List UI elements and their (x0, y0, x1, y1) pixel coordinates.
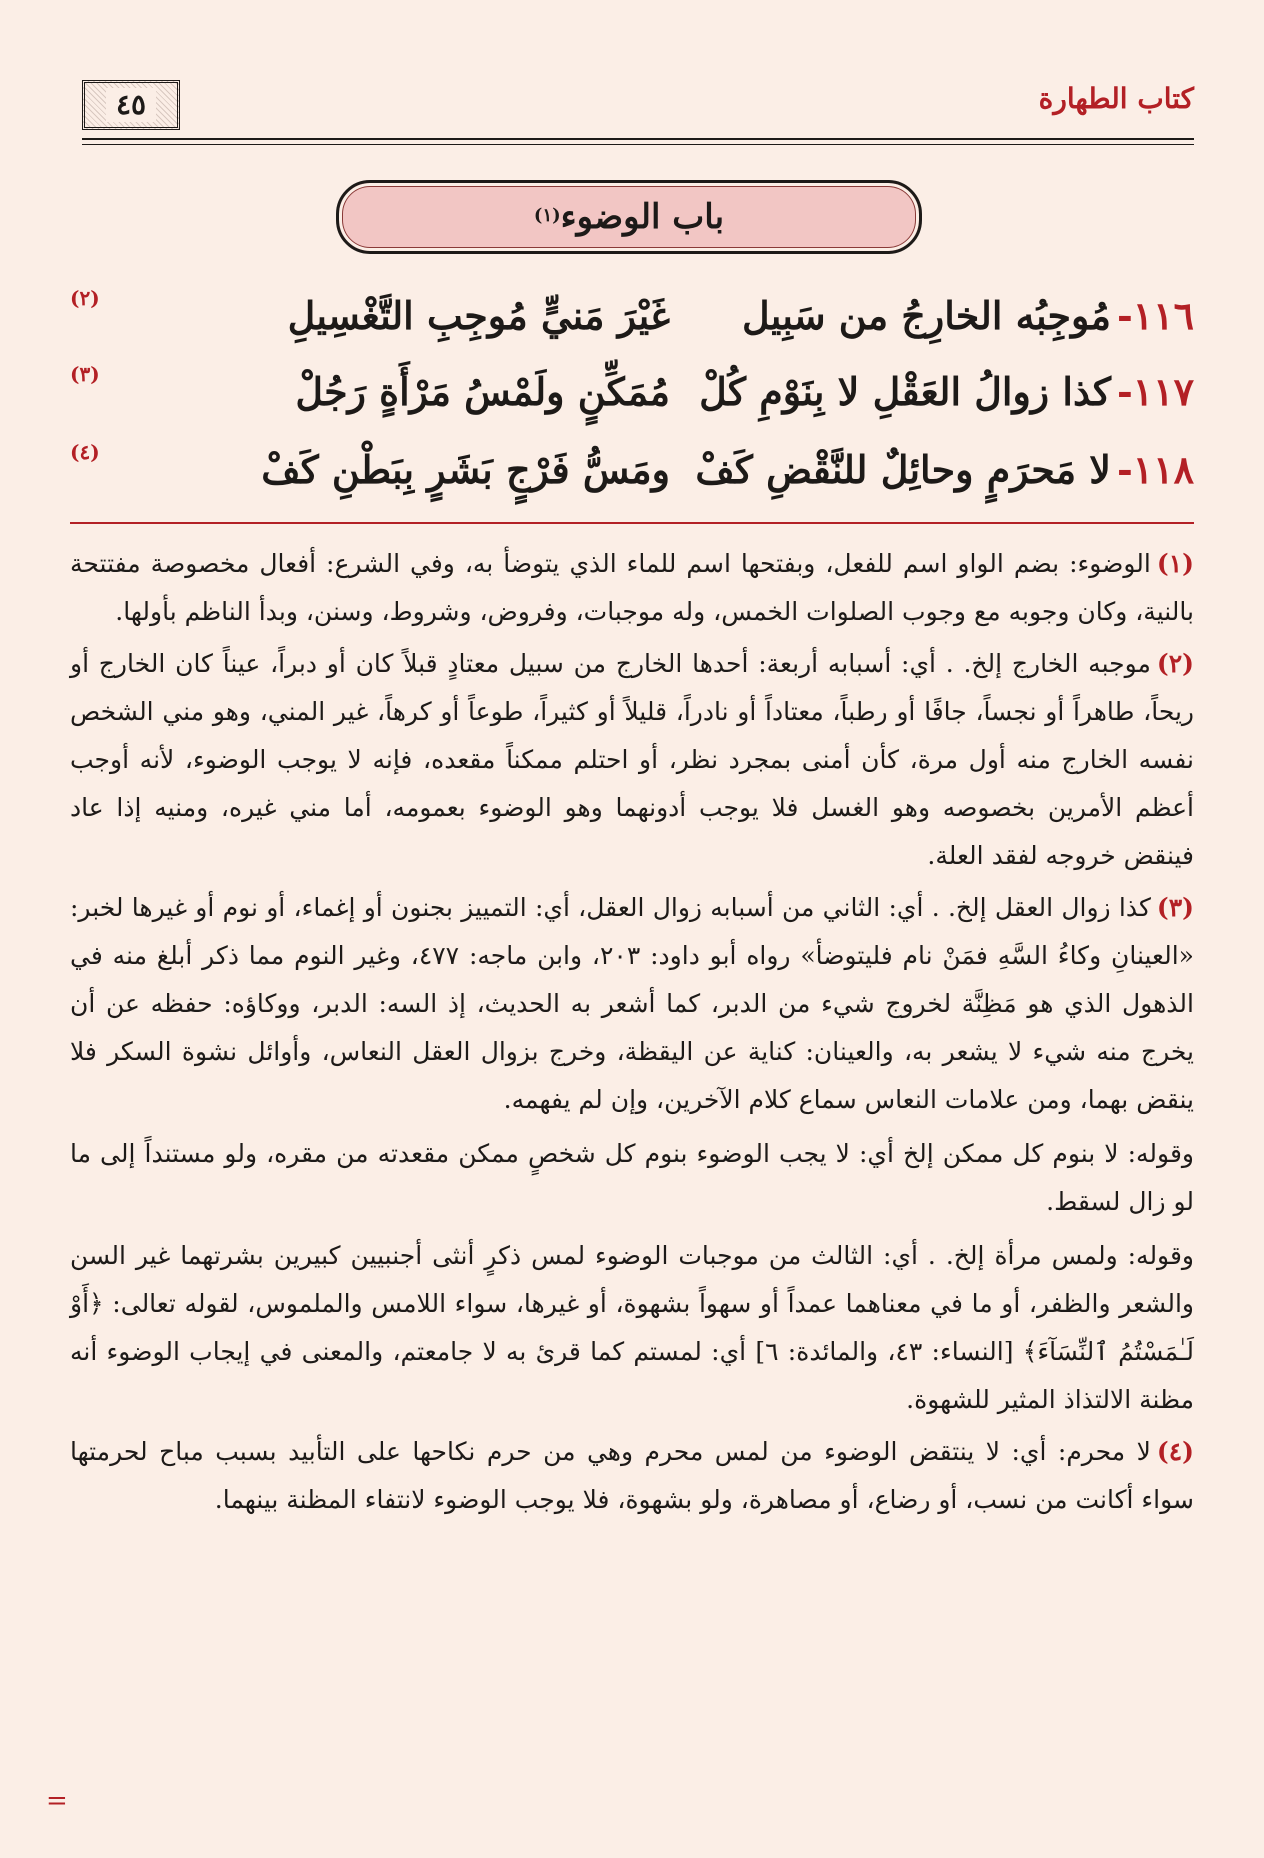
page-number-box (82, 80, 180, 130)
footnotes (70, 540, 1194, 1528)
footnote-3 (70, 884, 1194, 1424)
verse-118 (70, 440, 1194, 498)
footnote-text: كذا زوال العقل إلخ. . أي: الثاني من أسبابه زوال العقل، أي: التمييز بجنون أو إغماء، أو نوم أو غيرها لخبر: «العينانِ وكاءُ السَّهِ فمَنْ نام فليتوضأ» رواه أبو داود: ٢٠٣، وابن ماجه: ٤٧٧، وغير النوم مما ذكر أبلغ منه في الذهول الذي هو مَظِنَّة لخروج شيء من الدبر، كما أشعر به الحديث، إذ السه: الدبر، ووكاؤه: حفظه عن أن يخرج منه شيء لا يشعر به، والعينان: كناية عن اليقظة، وخرج بزوال العقل النعاس، وأوائل نشوة السكر فلا ينقض بهما، ومن علامات النعاس سماع كلام الآخرين، وإن لم يفهمه. (70, 893, 1194, 1114)
footnote-separator (70, 522, 1194, 524)
verse-number: ١١٦- (1116, 292, 1194, 338)
header-rule-thin (82, 144, 1194, 145)
footnote-text: الوضوء: بضم الواو اسم للفعل، وبفتحها اسم للماء الذي يتوضأ به، وفي الشرع: أفعال مخصوصة مفتتحة بالنية، وكان وجوبه مع وجوب الصلوات الخمس، وله موجبات، وفروض، وشروط، وسنن، وبدأ الناظم بأولها. (70, 549, 1194, 626)
verse-hemistich-first (634, 293, 1194, 338)
footnote-1 (70, 540, 1194, 636)
chapter-title: باب الوضوء (560, 197, 725, 237)
footnote-2 (70, 640, 1194, 880)
verse-text: لا مَحرَمٍ وحائِلٌ للنَّقْضِ كَفْ (695, 446, 1111, 492)
verse-number: ١١٨- (1116, 446, 1194, 492)
footnote-number: (٢) (1156, 649, 1194, 678)
verse-117 (70, 362, 1194, 420)
verse-hemistich-first (634, 369, 1194, 414)
verse-footnote-ref: (٤) (70, 440, 100, 464)
footnote-number: (١) (1156, 549, 1194, 578)
verse-hemistich-first (634, 447, 1194, 492)
chapter-footnote-mark: (١) (533, 204, 561, 226)
footnote-4 (70, 1428, 1194, 1524)
verse-footnote-ref: (٣) (70, 362, 100, 386)
verse-number: ١١٧- (1116, 368, 1194, 414)
verse-text: مُوجِبُه الخارِجُ من سَبِيل (742, 292, 1111, 338)
continuation-mark: = (46, 1786, 68, 1816)
header-rule (82, 138, 1194, 140)
footnote-paragraph: وقوله: ولمس مرأة إلخ. . أي: الثالث من موجبات الوضوء لمس ذكرٍ أنثى أجنبيين كبيرين بشرتهما غير السن والشعر والظفر، أو ما في معناهما عمداً أو سهواً بشهوة، أو غيرها، سواء اللامس والملموس، لقوله تعالى: ﴿أَوْ لَـٰمَسْتُمُ ٱلنِّسَآءَ﴾ [النساء: ٤٣، والمائدة: ٦] أي: لمستم كما قرئ به لا جامعتم، والمعنى في إيجاب الوضوء أنه مظنة الالتذاذ المثير للشهوة. (70, 1241, 1194, 1414)
chapter-title-banner (336, 180, 922, 254)
book-title: كتاب الطهارة (1038, 82, 1194, 115)
verse-hemistich-second: مُمَكِّنٍ ولَمْسُ مَرْأَةٍ رَجُلْ (295, 368, 670, 414)
verse-hemistich-second: ومَسُّ فَرْجٍ بَشَرٍ بِبَطْنِ كَفْ (261, 446, 670, 492)
verse-footnote-ref: (٢) (70, 286, 100, 310)
footnote-text: موجبه الخارج إلخ. . أي: أسبابه أربعة: أحدها الخارج من سبيل معتادٍ قبلاً كان أو دبراً، عيناً كان الخارج أو ريحاً، طاهراً أو نجساً، جافًا أو رطباً، معتاداً أو نادراً، قليلاً أو كثيراً، طوعاً أو كرهاً، غير المني، وهو مني الشخص نفسه الخارج منه أول مرة، كأن أمنى بمجرد نظر، أو احتلم ممكناً مقعده، فإنه لا يوجب الوضوء، لأنه أوجب أعظم الأمرين بخصوصه وهو الغسل فلا يوجب أدونهما وهو الوضوء بعمومه، أما مني غيره، ومنيه إذا عاد فينقض خروجه لفقد العلة. (70, 649, 1194, 870)
footnote-number: (٣) (1156, 893, 1194, 922)
footnote-text: لا محرم: أي: لا ينتقض الوضوء من لمس محرم وهي من حرم نكاحها على التأبيد بسبب مباح لحرمتها سواء أكانت من نسب، أو رضاع، أو مصاهرة، ولو بشهوة، فلا يوجب الوضوء لانتفاء المظنة بينهما. (70, 1437, 1194, 1514)
footnote-paragraph: وقوله: لا بنوم كل ممكن إلخ أي: لا يجب الوضوء بنوم كل شخصٍ ممكن مقعدته من مقره، ولو مستنداً إلى ما لو زال لسقط. (70, 1139, 1194, 1216)
footnote-number: (٤) (1156, 1437, 1194, 1466)
verse-hemistich-second: غَيْرَ مَنيٍّ مُوجِبِ التَّغْسِيلِ (287, 292, 670, 338)
page-number: ٤٥ (106, 88, 156, 122)
verse-116 (70, 286, 1194, 344)
verse-text: كذا زوالُ العَقْلِ لا بِنَوْمِ كُلْ (699, 368, 1111, 414)
